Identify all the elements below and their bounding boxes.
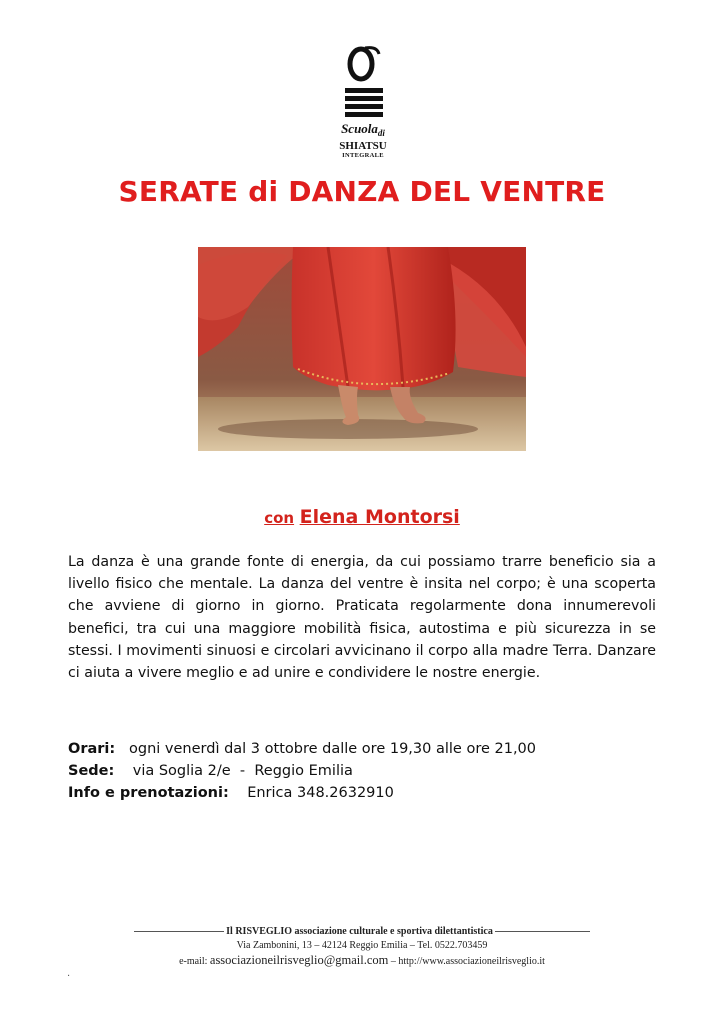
- school-logo: [335, 44, 391, 164]
- logo-shiatsu: SHIATSU: [339, 140, 387, 152]
- enso-stack-logo-icon: [339, 44, 387, 120]
- footer-website[interactable]: – http://www.associazioneilrisveglio.it: [390, 956, 545, 967]
- prenotazioni-label: Info e prenotazioni:: [68, 785, 229, 801]
- orari-row: [68, 738, 536, 760]
- footer-email[interactable]: associazioneilrisveglio@gmail.com: [209, 953, 389, 967]
- instructor-subtitle: [0, 506, 724, 528]
- sede-value: via Soglia 2/e - Reggio Emilia: [132, 763, 353, 779]
- prenotazioni-value: Enrica 348.2632910: [247, 785, 394, 801]
- footer-address: Via Zambonini, 13 – 42124 Reggio Emilia – Tel. 0522.703459: [236, 940, 488, 951]
- orari-value: ogni venerdì dal 3 ottobre dalle ore 19,30 alle ore 21,00: [129, 741, 536, 757]
- footer-org: Il RISVEGLIO associazione culturale e sportiva dilettantistica: [226, 926, 493, 937]
- sede-label: Sede:: [68, 763, 115, 779]
- footer-rule-left: [134, 931, 224, 932]
- logo-di: di: [377, 128, 385, 138]
- footer-email-prefix: e-mail:: [179, 956, 208, 967]
- event-info: [68, 738, 536, 804]
- subtitle-con: con: [264, 509, 295, 527]
- description-paragraph: La danza è una grande fonte di energia, da cui possiamo trarre beneficio sia a livello fisico che mentale. La danza del ventre è insita nel corpo; è una scoperta che avviene di giorno in giorno. Praticata regolarmente dona innumerevoli benefici, tra cui una maggiore mobilità fisica, autostima e più sicurezza in se stessi. I movimenti sinuosi e circolari avvicinano il corpo alla madre Terra. Danzare ci aiuta a vivere meglio e ad unire e condividere le nostre energie.: [68, 554, 656, 682]
- footer: [0, 925, 724, 969]
- orari-label: Orari:: [68, 741, 116, 757]
- sede-row: [68, 760, 536, 782]
- logo-scuola: Scuola: [341, 121, 378, 136]
- prenotazioni-row: [68, 782, 536, 804]
- page-title: SERATE di DANZA DEL VENTRE: [118, 175, 606, 208]
- instructor-name: Elena Montorsi: [299, 506, 460, 528]
- belly-dancer-photo: [198, 247, 526, 451]
- footer-rule-right: [495, 931, 590, 932]
- stray-dot: .: [67, 968, 71, 979]
- logo-integrale: INTEGRALE: [342, 152, 384, 159]
